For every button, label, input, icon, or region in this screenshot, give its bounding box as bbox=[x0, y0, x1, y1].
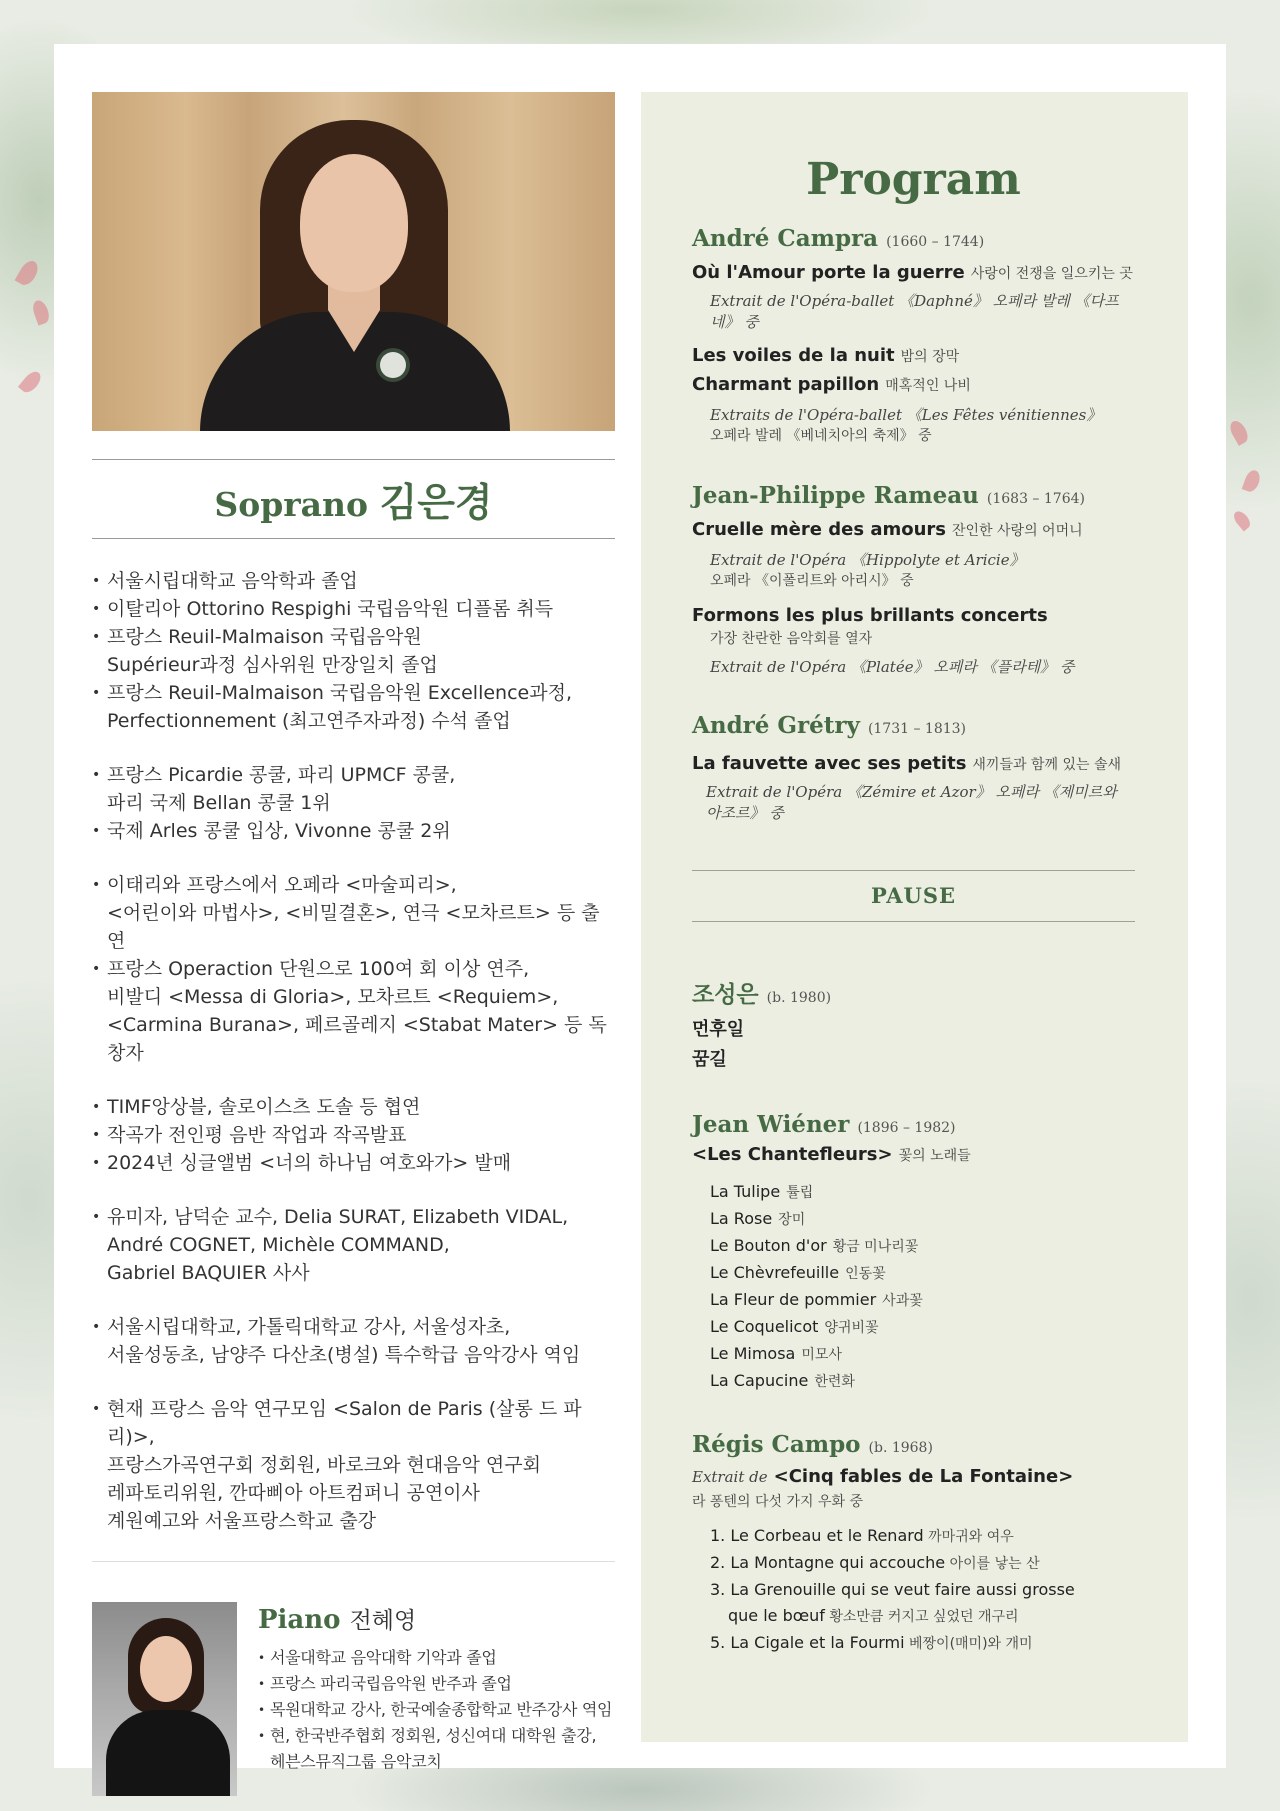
fable-item: 5. La Cigale et la Fourmi 베짱이(매미)와 개미 bbox=[710, 1633, 1033, 1652]
soprano-photo bbox=[92, 92, 615, 431]
work-source: Extrait de l'Opéra-ballet 《Daphné》 오페라 발레 《다프네》 중 bbox=[710, 292, 1119, 331]
bio-group bbox=[92, 1395, 615, 1535]
song-list bbox=[692, 1179, 1135, 1395]
composer-years: (1731 – 1813) bbox=[867, 721, 967, 737]
soprano-biography bbox=[92, 567, 615, 1535]
work-source: Extrait de l'Opéra 《Hippolyte et Aricie》 bbox=[710, 551, 1025, 569]
pianist-role: Piano bbox=[258, 1605, 341, 1635]
bio-item: • 목원대학교 강사, 한국예술종합학교 반주강사 역임 bbox=[258, 1697, 638, 1723]
bio-group bbox=[92, 1313, 615, 1369]
composer-years: (1683 – 1764) bbox=[986, 491, 1085, 507]
song-item: Le Coquelicot 양귀비꽃 bbox=[710, 1317, 879, 1336]
intermission-label: PAUSE bbox=[870, 883, 957, 908]
decorative-leaf bbox=[18, 368, 44, 395]
work-title: Charmant papillon 매혹적인 나비 bbox=[692, 374, 971, 395]
song-item: La Capucine 한련화 bbox=[710, 1371, 855, 1390]
decorative-leaf bbox=[30, 298, 51, 325]
pianist-info bbox=[258, 1602, 638, 1775]
program-title: Program bbox=[806, 154, 1021, 205]
song-item: Le Mimosa 미모사 bbox=[710, 1344, 842, 1363]
work-title: Les voiles de la nuit 밤의 장막 bbox=[692, 345, 960, 366]
composer-name: André Grétry bbox=[692, 712, 860, 739]
bio-item: • 프랑스 Picardie 콩쿨, 파리 UPMCF 콩쿨, 파리 국제 Bellan 콩쿨 1위 bbox=[92, 761, 615, 817]
decorative-leaf bbox=[15, 258, 42, 289]
pianist-section bbox=[92, 1602, 615, 1798]
bio-item: • 서울대학교 음악대학 기악과 졸업 bbox=[258, 1645, 638, 1671]
work-source: Extrait de l'Opéra 《Zémire et Azor》 오페라 《제미르와 아조르》 중 bbox=[706, 783, 1117, 822]
fable-item: 2. La Montagne qui accouche 아이를 낳는 산 bbox=[710, 1553, 1040, 1572]
bio-group bbox=[92, 567, 615, 735]
bio-group bbox=[92, 1203, 615, 1287]
work-title: 먼후일 bbox=[692, 1019, 745, 1040]
decorative-leaf bbox=[1227, 418, 1251, 446]
intermission-divider bbox=[692, 870, 1135, 922]
bio-item: • 프랑스 파리국립음악원 반주과 졸업 bbox=[258, 1671, 638, 1697]
program-sheet bbox=[54, 44, 1226, 1771]
work-title-ko: 라 퐁텐의 다섯 가지 우화 중 bbox=[692, 1494, 864, 1510]
work-title: Extrait de <Cinq fables de La Fontaine> bbox=[692, 1466, 1074, 1487]
bio-item: • 현, 한국반주협회 정회원, 성신여대 대학원 출강, 헤븐스뮤직그룹 음악코치 bbox=[258, 1723, 638, 1775]
bio-item: • 프랑스 Reuil-Malmaison 국립음악원 Supérieur과정 심사위원 만장일치 졸업 bbox=[92, 623, 615, 679]
bio-item: • 현재 프랑스 음악 연구모임 <Salon de Paris (살롱 드 파리)>, 프랑스가곡연구회 정회원, 바로크와 현대음악 연구회 레파토리위원, 깐따삐아 아트컴퍼니 공연이사 계원예고와 서울프랑스학교 출강 bbox=[92, 1395, 615, 1535]
bio-item: • TIMF앙상블, 솔로이스츠 도솔 등 협연 bbox=[92, 1093, 615, 1121]
bio-item: • 서울시립대학교, 가톨릭대학교 강사, 서울성자초, 서울성동초, 남양주 다산초(병설) 특수학급 음악강사 역임 bbox=[92, 1313, 615, 1369]
work-source-ko: 오페라 발레 《베네치아의 축제》 중 bbox=[710, 428, 932, 444]
song-item: La Tulipe 튤립 bbox=[710, 1182, 814, 1201]
work-title-ko: 가장 찬란한 음악회를 열자 bbox=[710, 631, 873, 647]
work-title: La fauvette avec ses petits 새끼들과 함께 있는 솔새 bbox=[692, 753, 1122, 774]
bio-item: • 이태리와 프랑스에서 오페라 <마술피리>, <어린이와 마법사>, <비밀결혼>, 연극 <모차르트> 등 출연 bbox=[92, 871, 615, 955]
work-title: Cruelle mère des amours 잔인한 사랑의 어머니 bbox=[692, 519, 1083, 540]
bio-group bbox=[92, 761, 615, 845]
work-title: 꿈길 bbox=[692, 1049, 727, 1070]
decorative-leaf bbox=[1231, 508, 1253, 531]
composer-name: Régis Campo bbox=[692, 1431, 861, 1458]
fable-list bbox=[692, 1523, 1135, 1657]
song-item: Le Bouton d'or 황금 미나리꽃 bbox=[710, 1236, 919, 1255]
bio-item: • 서울시립대학교 음악학과 졸업 bbox=[92, 567, 615, 595]
performer-column bbox=[92, 92, 615, 1798]
work-source: Extraits de l'Opéra-ballet 《Les Fêtes vénitiennes》 bbox=[710, 406, 1102, 424]
song-item: La Rose 장미 bbox=[710, 1209, 806, 1228]
work-title: <Les Chantefleurs> 꽃의 노래들 bbox=[692, 1144, 971, 1165]
composer-name: Jean-Philippe Rameau bbox=[692, 482, 979, 509]
bio-group bbox=[92, 1093, 615, 1177]
bio-item: • 작곡가 전인평 음반 작업과 작곡발표 bbox=[92, 1121, 615, 1149]
composer-heading bbox=[692, 482, 1135, 509]
bio-item: • 국제 Arles 콩쿨 입상, Vivonne 콩쿨 2위 bbox=[92, 817, 615, 845]
work-source: Extrait de l'Opéra 《Platée》 오페라 《플라테》 중 bbox=[710, 658, 1075, 676]
composer-years: (b. 1980) bbox=[766, 990, 832, 1006]
pianist-photo bbox=[92, 1602, 237, 1796]
bio-group bbox=[92, 871, 615, 1067]
fable-item: 1. Le Corbeau et le Renard 까마귀와 여우 bbox=[710, 1526, 1014, 1545]
composer-heading bbox=[692, 1111, 1135, 1138]
soprano-role: Soprano bbox=[214, 485, 369, 524]
composer-heading bbox=[692, 712, 1135, 739]
bio-item: • 이탈리아 Ottorino Respighi 국립음악원 디플롬 취득 bbox=[92, 595, 615, 623]
composer-years: (1896 – 1982) bbox=[857, 1120, 956, 1136]
song-item: La Fleur de pommier 사과꽃 bbox=[710, 1290, 923, 1309]
work-title: Formons les plus brillants concerts bbox=[692, 605, 1048, 626]
work-title: Où l'Amour porte la guerre 사랑이 전쟁을 일으키는 곳 bbox=[692, 262, 1133, 283]
composer-name: André Campra bbox=[692, 225, 879, 252]
song-item: Le Chèvrefeuille 인동꽃 bbox=[710, 1263, 886, 1282]
work-source-ko: 오페라 《이폴리트와 아리시》 중 bbox=[710, 573, 914, 589]
program-panel bbox=[641, 92, 1188, 1742]
composer-name: 조성은 bbox=[692, 981, 759, 1008]
decorative-leaf bbox=[1242, 468, 1263, 493]
pianist-heading bbox=[258, 1602, 638, 1635]
composer-heading bbox=[692, 1431, 1135, 1458]
composer-years: (1660 – 1744) bbox=[886, 234, 985, 250]
pianist-biography bbox=[258, 1645, 638, 1775]
fable-item: 3. La Grenouille qui se veut faire aussi grosse bbox=[710, 1580, 1075, 1599]
composer-heading bbox=[692, 225, 1135, 252]
bio-item: • 프랑스 Operaction 단원으로 100여 회 이상 연주, 비발디 <Messa di Gloria>, 모차르트 <Requiem>, <Carmina Burana>, 페르골레지 <Stabat Mater> 등 독창자 bbox=[92, 955, 615, 1067]
composer-name: Jean Wiéner bbox=[692, 1111, 850, 1138]
soprano-name: 김은경 bbox=[379, 480, 493, 526]
pianist-name: 전혜영 bbox=[349, 1608, 417, 1634]
bio-item: • 유미자, 남덕순 교수, Delia SURAT, Elizabeth VIDAL, André COGNET, Michèle COMMAND, Gabriel BAQUIER 사사 bbox=[92, 1203, 615, 1287]
divider bbox=[92, 538, 615, 539]
fable-item: que le bœuf 황소만큼 커지고 싶었던 개구리 bbox=[728, 1606, 1019, 1625]
composer-heading bbox=[692, 976, 1135, 1009]
bio-item: • 프랑스 Reuil-Malmaison 국립음악원 Excellence과정, Perfectionnement (최고연주자과정) 수석 졸업 bbox=[92, 679, 615, 735]
bio-item: • 2024년 싱글앨범 <너의 하나님 여호와가> 발매 bbox=[92, 1149, 615, 1177]
soprano-heading bbox=[92, 460, 615, 538]
composer-years: (b. 1968) bbox=[868, 1440, 933, 1456]
divider bbox=[92, 1561, 615, 1562]
